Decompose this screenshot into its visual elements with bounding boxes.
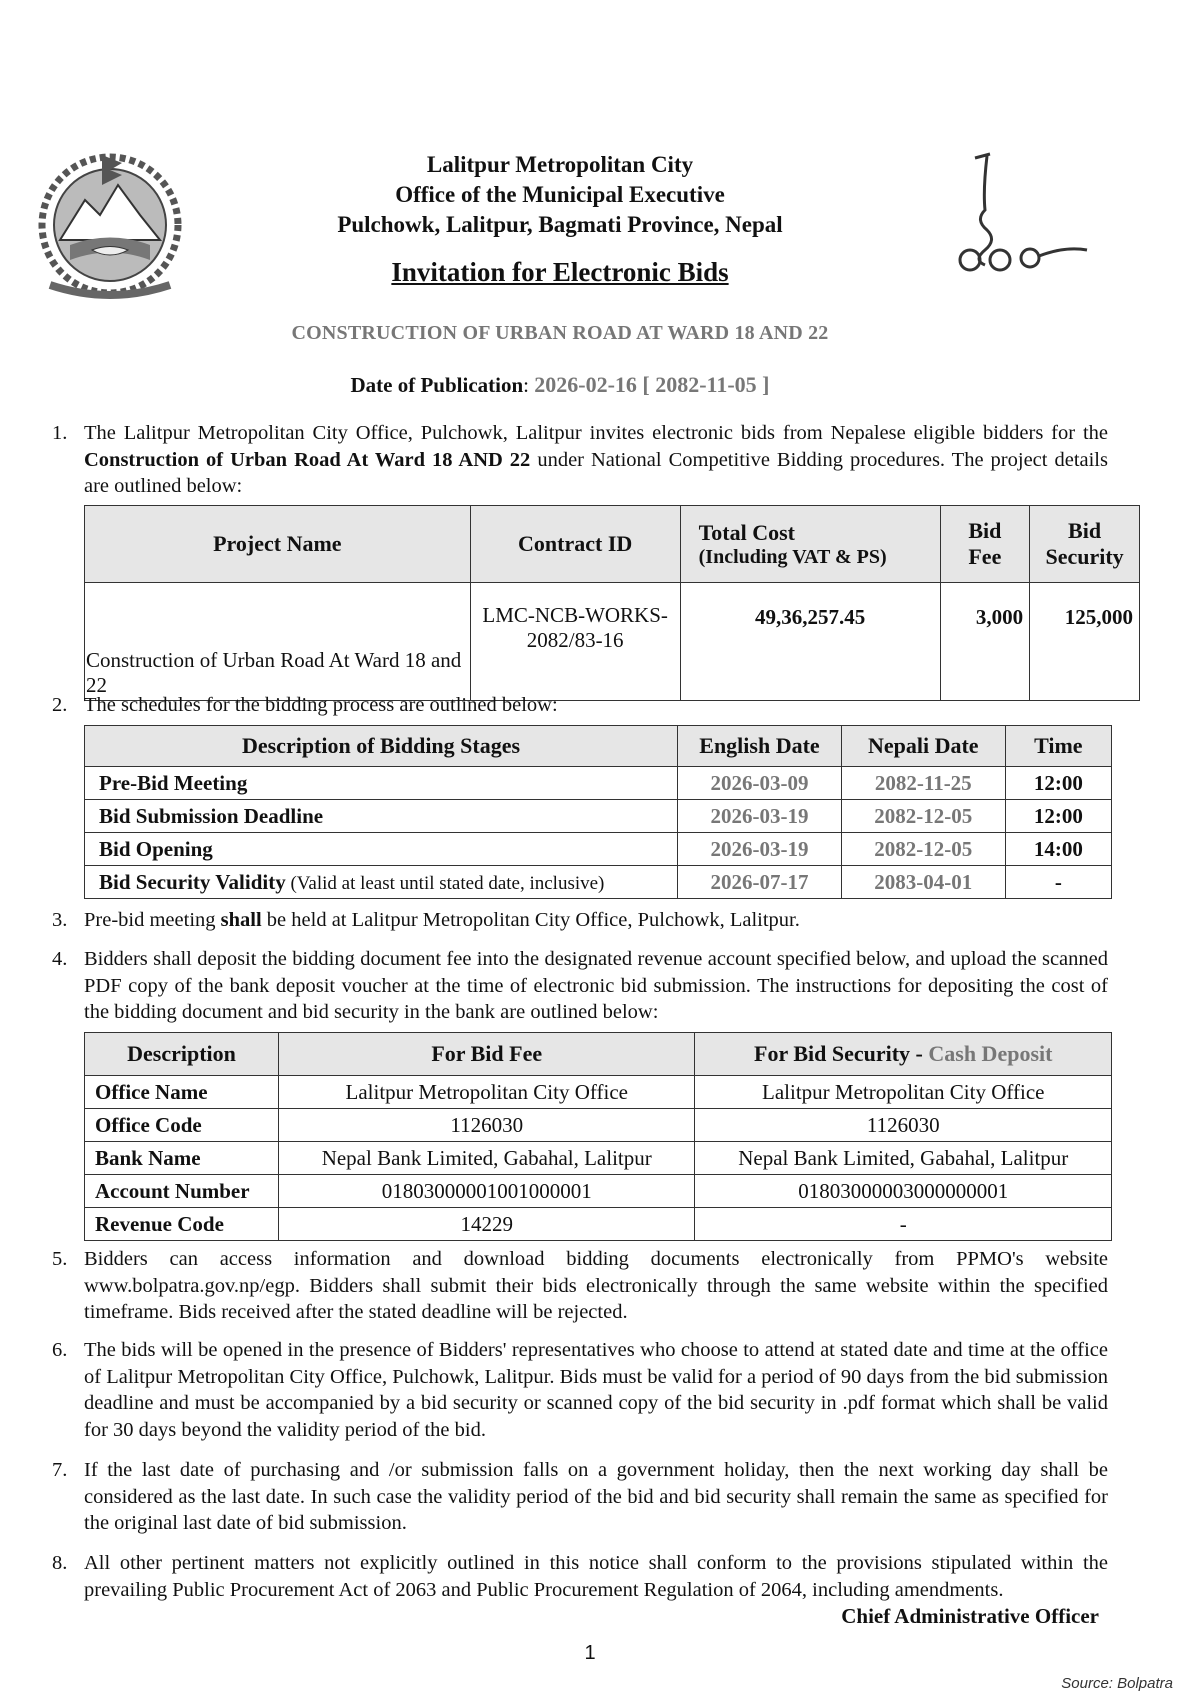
paragraph-8	[52, 1550, 1108, 1603]
para3-text-bold: shall	[220, 909, 262, 931]
col-bid-security	[695, 1033, 1112, 1076]
bid-security-cell: 1126030	[695, 1109, 1112, 1142]
header-line-2: Office of the Municipal Executive	[395, 182, 725, 207]
stage-label: Bid Submission Deadline	[99, 803, 324, 828]
col-total-cost	[680, 506, 940, 583]
total-cost-label: Total Cost	[698, 519, 795, 545]
paragraph-1	[52, 420, 1108, 500]
para5-text: Bidders can access information and download bidding documents electronically from PPMO's website www.bolpatra.gov.np/egp. Bidders shall submit their bids electronically through the same website within the specified timeframe. Bids received after the stated deadline will be rejected.	[84, 1248, 1108, 1323]
table-row	[85, 800, 1112, 833]
bid-fee-cell: 14229	[278, 1208, 695, 1241]
table-row	[85, 583, 1140, 701]
english-date-cell: 2026-03-19	[678, 800, 842, 833]
bid-fee-cell: 3,000	[940, 583, 1030, 701]
bid-security-cell: 125,000	[1030, 583, 1140, 701]
row-label: Office Name	[85, 1076, 279, 1109]
paragraph-4	[52, 946, 1108, 1026]
row-label: Bank Name	[85, 1142, 279, 1175]
para4-text: Bidders shall deposit the bidding document fee into the designated revenue account specified below, and upload the scanned PDF copy of the bank deposit voucher at the time of electronic bid submission. The instructions for depositing the cost of the bidding document and bid security in the bank are outlined below:	[84, 948, 1108, 1023]
col-bid-security	[1030, 506, 1140, 583]
nepali-date-cell: 2082-11-25	[841, 767, 1005, 800]
page-number: 1	[584, 1642, 596, 1664]
table-row	[85, 1109, 1112, 1142]
bid-fee-cell: 01803000001001000001	[278, 1175, 695, 1208]
paragraph-2	[52, 692, 1108, 719]
para2-text: The schedules for the bidding process are outlined below:	[84, 694, 558, 716]
col-nepali-date: Nepali Date	[841, 726, 1005, 767]
project-table	[84, 505, 1140, 701]
nepali-date-cell: 2082-12-05	[841, 833, 1005, 866]
cash-deposit-label: Cash Deposit	[928, 1041, 1053, 1066]
table-row	[85, 1076, 1112, 1109]
paragraph-5	[52, 1246, 1108, 1326]
time-cell: 12:00	[1005, 800, 1111, 833]
bid-fee-cell: 1126030	[278, 1109, 695, 1142]
para7-text: If the last date of purchasing and /or submission falls on a government holiday, then the next working day shall be considered as the last date. In such case the validity period of the bid and bid security shall remain the same as specified for the original last date of bid submission.	[84, 1459, 1108, 1534]
para1-text-bold: Construction of Urban Road At Ward 18 AND 22	[84, 448, 531, 471]
english-date-cell: 2026-07-17	[678, 866, 842, 899]
para3-text-a: Pre-bid meeting	[84, 909, 221, 931]
table-row	[85, 1175, 1112, 1208]
nepali-date-cell: 2083-04-01	[841, 866, 1005, 899]
col-bid-fee: For Bid Fee	[278, 1033, 695, 1076]
total-cost-sub: (Including VAT & PS)	[698, 545, 887, 568]
schedule-table	[84, 725, 1112, 899]
col-description: Description	[85, 1033, 279, 1076]
para1-text-b: under National Competitive Bidding procedures. The project details are outlined below:	[84, 448, 1108, 497]
project-heading: CONSTRUCTION OF URBAN ROAD AT WARD 18 AND 22	[291, 322, 829, 344]
bid-security-cell: Lalitpur Metropolitan City Office	[695, 1076, 1112, 1109]
header-line-3: Pulchowk, Lalitpur, Bagmati Province, Nepal	[337, 212, 783, 237]
english-date-cell: 2026-03-19	[678, 833, 842, 866]
signoff: Chief Administrative Officer	[841, 1604, 1099, 1628]
source-credit: Source: Bolpatra	[1061, 1675, 1173, 1692]
para-number: 4.	[52, 948, 68, 970]
stage-label: Pre-Bid Meeting	[99, 770, 248, 795]
bid-fee-cell: Nepal Bank Limited, Gabahal, Lalitpur	[278, 1142, 695, 1175]
bid-security-label-1: Bid	[1068, 518, 1102, 543]
bid-fee-label-2: Fee	[968, 544, 1002, 569]
table-row	[85, 833, 1112, 866]
para-number: 1.	[52, 422, 68, 444]
nepali-date-cell: 2082-12-05	[841, 800, 1005, 833]
publication-value: 2026-02-16 [ 2082-11-05 ]	[534, 372, 770, 397]
nepal-emblem-icon	[30, 145, 190, 300]
office-header	[250, 150, 870, 240]
bank-table	[84, 1032, 1112, 1241]
bid-security-cell: 01803000003000000001	[695, 1175, 1112, 1208]
publication-sep: :	[523, 373, 529, 397]
para-number: 3.	[52, 909, 68, 931]
stage-label: Bid Opening	[99, 836, 213, 861]
signature-icon	[955, 150, 1095, 295]
para-number: 7.	[52, 1459, 68, 1481]
english-date-cell: 2026-03-09	[678, 767, 842, 800]
para3-text-b: be held at Lalitpur Metropolitan City Office, Pulchowk, Lalitpur.	[261, 909, 800, 931]
header-line-1: Lalitpur Metropolitan City	[426, 152, 694, 177]
para8-text: All other pertinent matters not explicitly outlined in this notice shall conform to the provisions stipulated within the prevailing Public Procurement Act of 2063 and Public Procurement Regulation of 2064, including amendments.	[84, 1552, 1108, 1601]
col-time: Time	[1005, 726, 1111, 767]
bid-fee-cell: Lalitpur Metropolitan City Office	[278, 1076, 695, 1109]
table-row	[85, 866, 1112, 899]
para-number: 8.	[52, 1552, 68, 1574]
bid-security-cell: -	[695, 1208, 1112, 1241]
stage-note: (Valid at least until stated date, inclusive)	[285, 872, 605, 894]
col-stage: Description of Bidding Stages	[85, 726, 678, 767]
row-label: Revenue Code	[85, 1208, 279, 1241]
col-bid-fee	[940, 506, 1030, 583]
row-label: Office Code	[85, 1109, 279, 1142]
bid-security-label-2: Security	[1045, 544, 1124, 569]
table-row	[85, 1208, 1112, 1241]
time-cell: 14:00	[1005, 833, 1111, 866]
para-number: 6.	[52, 1339, 68, 1361]
bid-fee-label-1: Bid	[968, 518, 1002, 543]
time-cell: -	[1005, 866, 1111, 899]
bid-security-header: For Bid Security -	[754, 1041, 929, 1066]
para1-text-a: The Lalitpur Metropolitan City Office, Pulchowk, Lalitpur invites electronic bids from Nepalese eligible bidders for the	[84, 422, 1108, 444]
publication-date	[200, 372, 920, 398]
para-number: 2.	[52, 694, 68, 716]
table-row	[85, 767, 1112, 800]
col-english-date: English Date	[678, 726, 842, 767]
row-label: Account Number	[85, 1175, 279, 1208]
paragraph-6	[52, 1337, 1108, 1443]
paragraph-7	[52, 1457, 1108, 1537]
time-cell: 12:00	[1005, 767, 1111, 800]
publication-label: Date of Publication	[350, 373, 524, 397]
paragraph-3	[52, 907, 1108, 934]
para6-text: The bids will be opened in the presence of Bidders' representatives who choose to attend at stated date and time at the office of Lalitpur Metropolitan City Office, Pulchowk, Lalitpur. Bids must be valid for a period of 90 days from the bid submission deadline and must be accompanied by a bid security or scanned copy of the bid security in .pdf format which shall be valid for 30 days beyond the validity period of the bid.	[84, 1339, 1108, 1441]
total-cost-cell: 49,36,257.45	[680, 583, 940, 701]
project-name-cell: Construction of Urban Road At Ward 18 and 22	[85, 583, 471, 701]
notice-title: Invitation for Electronic Bids	[391, 257, 729, 287]
stage-label: Bid Security Validity	[99, 869, 286, 894]
col-contract-id: Contract ID	[470, 506, 680, 583]
table-row	[85, 1142, 1112, 1175]
contract-id-cell: LMC-NCB-WORKS-2082/83-16	[470, 583, 680, 701]
bid-security-cell: Nepal Bank Limited, Gabahal, Lalitpur	[695, 1142, 1112, 1175]
col-project-name: Project Name	[85, 506, 471, 583]
para-number: 5.	[52, 1248, 68, 1270]
